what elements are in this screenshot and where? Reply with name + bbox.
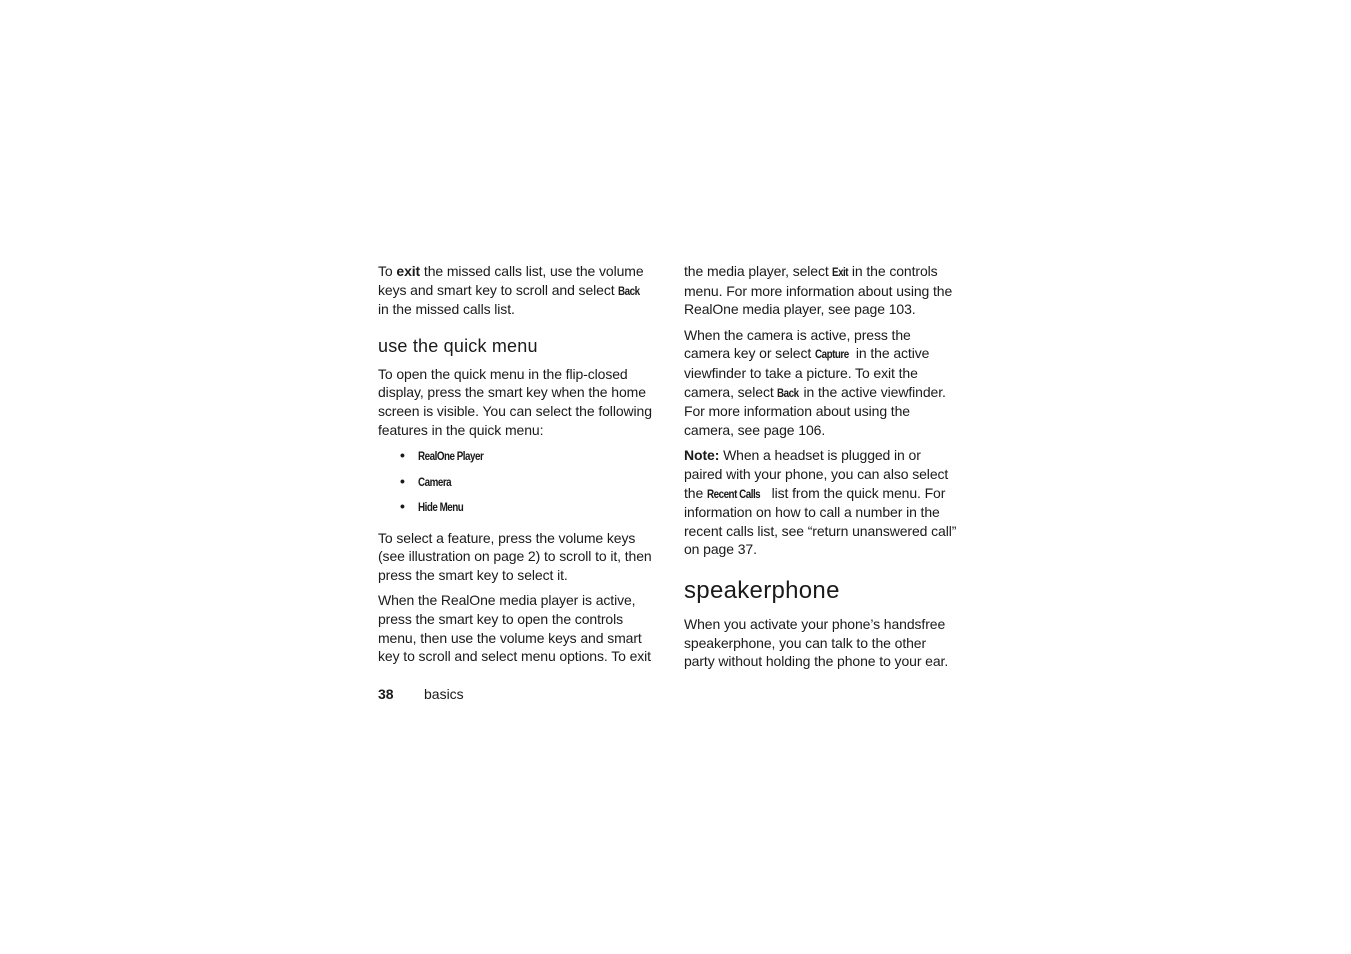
bullet-icon: • [400, 447, 405, 464]
list-item [400, 472, 654, 498]
ui-label-hide-menu: Hide Menu [418, 500, 464, 515]
text-run: the missed calls list, use the volume keys and smart key to scroll and select [378, 263, 644, 298]
page-number: 38 [378, 686, 394, 702]
text-run: in the controls menu. For more information about using the RealOne media player, see page 103. [684, 263, 953, 318]
quick-menu-intro-paragraph: To open the quick menu in the flip-closed display, press the smart key when the home screen is visible. You can select the following features in the quick menu: [378, 365, 652, 438]
missed-calls-exit-paragraph [378, 262, 654, 319]
speakerphone-paragraph: When you activate your phone’s handsfree speakerphone, you can talk to the other party without holding the phone to your ear. [684, 615, 949, 670]
ui-label-back: Back [777, 385, 800, 400]
media-player-exit-paragraph [684, 262, 960, 319]
realone-player-paragraph: When the RealOne media player is active, press the smart key to open the controls menu, then use the volume keys and smart key to scroll and select menu options. To exit [378, 592, 651, 665]
quick-menu-feature-list [400, 446, 654, 523]
ui-label-camera: Camera [418, 474, 452, 489]
section-name: basics [424, 686, 464, 702]
text-run: When a headset is plugged in or paired with your phone, you can also select the [684, 447, 949, 501]
headset-note-paragraph [684, 446, 960, 559]
section-heading-speakerphone: speakerphone [684, 576, 840, 604]
ui-label-exit: Exit [832, 265, 849, 279]
select-feature-paragraph: To select a feature, press the volume keys (see illustration on page 2) to scroll to it, then press the smart key to select it. [378, 529, 652, 583]
ui-label-back: Back [618, 283, 640, 298]
text-run: When the camera is active, press the camera key or select [684, 326, 911, 362]
ui-label-capture: Capture [814, 347, 849, 362]
text-run: in the active viewfinder. For more information about using the camera, see page 106. [684, 383, 946, 438]
page-footer [378, 685, 464, 703]
ui-label-recent-calls: Recent Calls [706, 486, 761, 501]
text-run: the media player, select [684, 263, 833, 279]
camera-paragraph [684, 326, 960, 440]
left-column [378, 262, 654, 673]
bullet-icon: • [400, 498, 405, 515]
right-column [684, 262, 960, 678]
text-run: list from the quick menu. For information on how to call a number in the recent calls list, see “return unanswered call” on page 37. [684, 484, 957, 558]
text-run: in the active viewfinder to take a picture. To exit the camera, select [684, 345, 930, 400]
list-item [400, 497, 654, 523]
note-label: Note: [684, 447, 720, 464]
section-heading-quick-menu: use the quick menu [378, 335, 538, 356]
bullet-icon: • [400, 472, 405, 489]
list-item [400, 446, 654, 472]
ui-label-realone-player: RealOne Player [418, 449, 484, 464]
text-run: To [378, 263, 397, 279]
text-run: in the missed calls list. [378, 301, 515, 318]
emphasis-exit: exit [396, 263, 421, 279]
